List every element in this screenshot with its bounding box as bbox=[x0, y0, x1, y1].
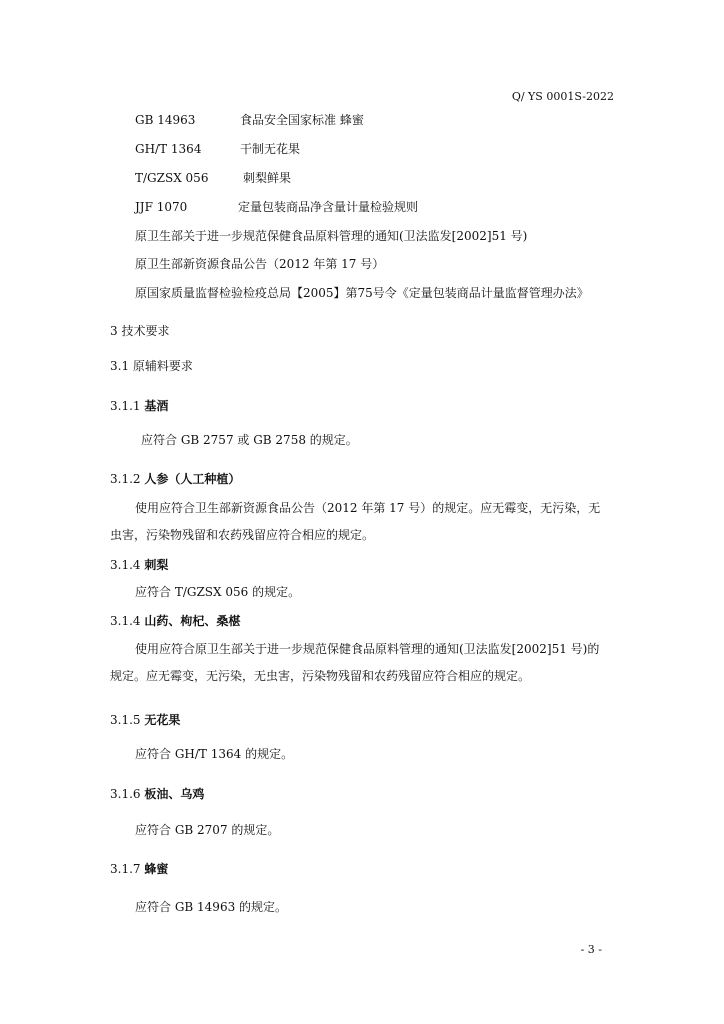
section-number: 3.1.6 bbox=[110, 787, 145, 801]
paragraph-line: 使用应符合卫生部新资源食品公告（2012 年第 17 号）的规定。应无霉变，无污染，无 bbox=[135, 501, 601, 515]
section-heading-3-1-2 bbox=[110, 470, 240, 487]
reference-code: T/GZSX 056 bbox=[135, 171, 209, 185]
reference-line: 原国家质量监督检验检疫总局【2005】第75号令《定量包装商品计量监督管理办法》 bbox=[135, 286, 589, 300]
reference-line: 原卫生部新资源食品公告（2012 年第 17 号） bbox=[135, 257, 385, 271]
section-number: 3.1.7 bbox=[110, 862, 145, 876]
section-heading-3-1-7 bbox=[110, 860, 168, 877]
section-number: 3.1.5 bbox=[110, 713, 145, 727]
section-number: 3.1.4 bbox=[110, 614, 145, 628]
page-number: - 3 - bbox=[580, 943, 602, 956]
section-title: 人参（人工种植） bbox=[144, 472, 241, 486]
paragraph-line: 规定。应无霉变，无污染，无虫害，污染物残留和农药残留应符合相应的规定。 bbox=[110, 669, 531, 683]
section-number: 3.1.4 bbox=[110, 558, 145, 572]
section-heading-3: 3 技术要求 bbox=[110, 324, 170, 338]
reference-code: GB 14963 bbox=[135, 113, 196, 127]
section-title: 蜂蜜 bbox=[144, 862, 169, 876]
section-title: 板油、乌鸡 bbox=[144, 787, 205, 801]
paragraph-line: 虫害，污染物残留和农药残留应符合相应的规定。 bbox=[110, 528, 375, 542]
reference-title: 刺梨鲜果 bbox=[243, 171, 292, 185]
paragraph: 应符合 T/GZSX 056 的规定。 bbox=[135, 585, 301, 599]
section-heading-3-1-4 bbox=[110, 556, 168, 573]
paragraph: 应符合 GB 14963 的规定。 bbox=[135, 900, 288, 914]
section-heading-3-1: 3.1 原辅料要求 bbox=[110, 359, 193, 373]
section-heading-3-1-1 bbox=[110, 397, 168, 414]
section-heading-3-1-5 bbox=[110, 711, 180, 728]
paragraph: 应符合 GH/T 1364 的规定。 bbox=[135, 747, 294, 761]
reference-title: 定量包装商品净含量计量检验规则 bbox=[238, 200, 419, 214]
section-heading-3-1-4 bbox=[110, 612, 240, 629]
section-number: 3.1.2 bbox=[110, 472, 145, 486]
document-id-header: Q/ YS 0001S-2022 bbox=[511, 90, 614, 103]
section-title: 无花果 bbox=[144, 713, 181, 727]
paragraph-line: 使用应符合原卫生部关于进一步规范保健食品原料管理的通知(卫法监发[2002]51 号)的 bbox=[135, 642, 600, 656]
section-title: 基酒 bbox=[144, 399, 169, 413]
reference-code: GH/T 1364 bbox=[135, 142, 202, 156]
reference-title: 食品安全国家标准 蜂蜜 bbox=[240, 113, 364, 127]
paragraph: 应符合 GB 2757 或 GB 2758 的规定。 bbox=[141, 433, 358, 447]
section-heading-3-1-6 bbox=[110, 785, 204, 802]
section-number: 3.1.1 bbox=[110, 399, 145, 413]
section-title: 刺梨 bbox=[144, 558, 169, 572]
section-title: 山药、枸杞、桑椹 bbox=[144, 614, 241, 628]
paragraph: 应符合 GB 2707 的规定。 bbox=[135, 823, 280, 837]
reference-code: JJF 1070 bbox=[135, 200, 188, 214]
reference-line: 原卫生部关于进一步规范保健食品原料管理的通知(卫法监发[2002]51 号) bbox=[135, 229, 528, 243]
reference-title: 干制无花果 bbox=[240, 142, 301, 156]
